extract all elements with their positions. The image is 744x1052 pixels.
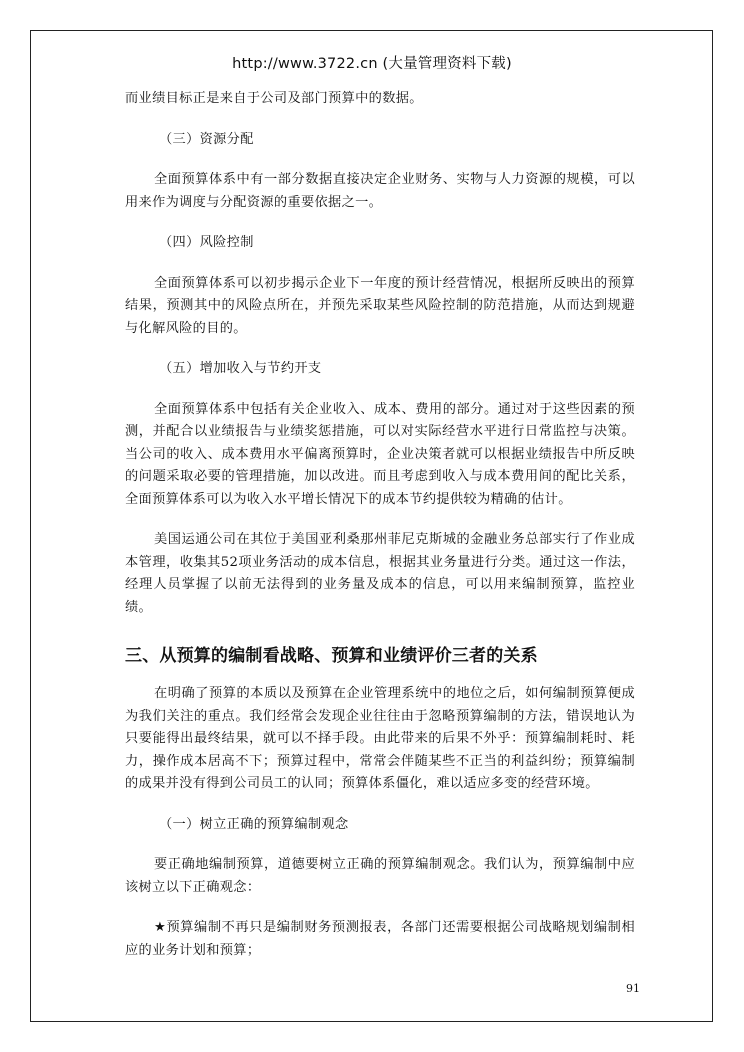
- paragraph-amex-example: 美国运通公司在其位于美国亚利桑那州菲尼克斯城的金融业务总部实行了作业成本管理，收集其52项业务活动的成本信息，根据其业务量进行分类。通过这一作法，经理人员掌握了以前无法得到的业务量及成本的信息，可以用来编制预算，监控业绩。: [125, 532, 635, 615]
- page-number: 91: [626, 982, 640, 995]
- paragraph-correct-concept: 要正确地编制预算，道德要树立正确的预算编制观念。我们认为，预算编制中应该树立以下正确观念：: [125, 857, 635, 895]
- bullet-item-1: [125, 917, 635, 962]
- star-bullet-icon: ★: [154, 920, 167, 935]
- paragraph-resource-allocation: 全面预算体系中有一部分数据直接决定企业财务、实物与人力资源的规模，可以用来作为调度与分配资源的重要依据之一。: [125, 172, 635, 210]
- subheading-risk-control: （四）风险控制: [159, 235, 254, 250]
- paragraph-budget-preparation: 在明确了预算的本质以及预算在企业管理系统中的地位之后，如何编制预算便成为我们关注的重点。我们经常会发现企业往往由于忽略预算编制的方法，错误地认为只要能得出最终结果，就可以不择手段。由此带来的后果不外乎：预算编制耗时、耗力，操作成本居高不下；预算过程中，常常会伴随某些不正当的利益纠纷；预算编制的成果并没有得到公司员工的认同；预算体系僵化，难以适应多变的经营环境。: [125, 686, 635, 791]
- paragraph-risk-control: 全面预算体系可以初步揭示企业下一年度的预计经营情况，根据所反映出的预算结果，预测其中的风险点所在，并预先采取某些风险控制的防范措施，从而达到规避与化解风险的目的。: [125, 275, 635, 336]
- bullet-item-1-text: 预算编制不再只是编制财务预测报表，各部门还需要根据公司战略规划编制相应的业务计划和预算；: [125, 920, 635, 958]
- body-text-upper: [125, 88, 635, 619]
- subheading-resource-allocation: （三）资源分配: [159, 131, 254, 147]
- paragraph-intro: 而业绩目标正是来自于公司及部门预算中的数据。: [125, 91, 423, 106]
- subheading-revenue-cost: （五）增加收入与节约开支: [159, 361, 322, 376]
- section-title-three: 三、从预算的编制看战略、预算和业绩评价三者的关系: [125, 646, 538, 666]
- page-header-url: http://www.3722.cn (大量管理资料下载): [232, 56, 512, 72]
- body-text-lower: [125, 683, 635, 962]
- subheading-correct-concept: （一）树立正确的预算编制观念: [159, 816, 349, 832]
- paragraph-revenue-cost: 全面预算体系中包括有关企业收入、成本、费用的部分。通过对于这些因素的预测，并配合以业绩报告与业绩奖惩措施，可以对实际经营水平进行日常监控与决策。当公司的收入、成本费用水平偏离预算时，企业决策者就可以根据业绩报告中所反映的问题采取必要的管理措施，加以改进。而且考虑到收入与成本费用间的配比关系，全面预算体系可以为收入水平增长情况下的成本节约提供较为精确的估计。: [125, 401, 635, 507]
